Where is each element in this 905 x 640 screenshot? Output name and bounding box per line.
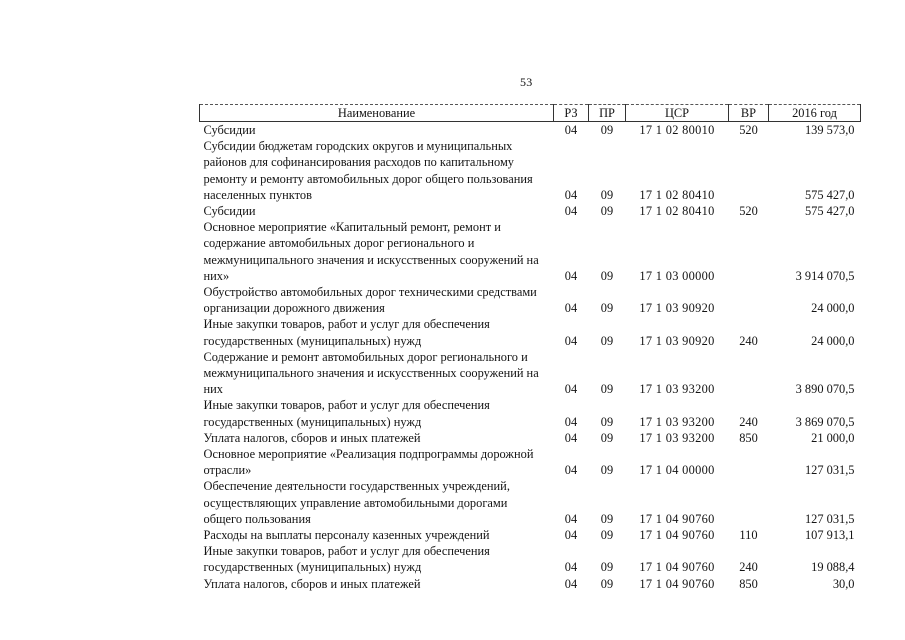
row-csr: 17 1 02 80010 (639, 123, 715, 137)
row-pr: 09 (600, 511, 614, 526)
row-sum: 127 031,5 (804, 511, 855, 526)
row-rz: 04 (564, 123, 578, 137)
table-row (200, 576, 861, 592)
row-sum: 575 427,0 (804, 187, 855, 202)
row-rz: 04 (564, 268, 578, 283)
row-pr: 09 (600, 301, 614, 316)
row-csr: 17 1 04 90760 (639, 528, 715, 543)
header-rz: РЗ (554, 105, 589, 122)
table-row (200, 527, 861, 543)
row-rz: 04 (564, 560, 578, 575)
row-csr: 17 1 03 93200 (639, 382, 715, 397)
table-body (200, 122, 861, 592)
row-csr: 17 1 03 00000 (639, 268, 715, 283)
row-name: Иные закупки товаров, работ и услуг для обеспечения государственных (муниципальных) нужд (203, 544, 490, 575)
row-sum: 3 869 070,5 (795, 414, 855, 429)
row-pr: 09 (600, 333, 614, 348)
row-sum: 30,0 (832, 576, 855, 591)
row-name: Содержание и ремонт автомобильных дорог регионального и межмуниципального значения и искусственных сооружений на них (203, 349, 539, 397)
row-csr: 17 1 04 90760 (639, 560, 715, 575)
row-name: Иные закупки товаров, работ и услуг для обеспечения государственных (муниципальных) нужд (203, 398, 490, 429)
table-header (200, 105, 861, 122)
row-name: Субсидии (203, 123, 256, 137)
row-name: Субсидии (203, 204, 256, 219)
row-csr: 17 1 03 90920 (639, 333, 715, 348)
row-sum: 24 000,0 (811, 301, 855, 316)
row-csr: 17 1 02 80410 (639, 204, 715, 219)
row-rz: 04 (564, 204, 578, 219)
row-vr (729, 478, 769, 527)
row-rz: 04 (564, 414, 578, 429)
row-pr: 09 (600, 463, 614, 478)
row-sum: 21 000,0 (811, 430, 855, 445)
row-csr: 17 1 03 93200 (639, 430, 715, 445)
row-rz: 04 (564, 301, 578, 316)
table-row (200, 219, 861, 284)
header-year: 2016 год (769, 105, 861, 122)
budget-table (199, 104, 861, 592)
row-sum: 575 427,0 (804, 204, 855, 219)
row-sum: 127 031,5 (804, 463, 855, 478)
row-vr: 110 (739, 528, 758, 543)
row-name: Субсидии бюджетам городских округов и муниципальных районов для софинансирования расходов по капитальному ремонту и ремонту автомобильных дорог общего пользования населенных пунктов (203, 139, 533, 202)
row-vr (729, 349, 769, 398)
table-row (200, 543, 861, 575)
row-vr: 850 (739, 430, 758, 445)
row-pr: 09 (600, 414, 614, 429)
table-row (200, 349, 861, 398)
row-name: Уплата налогов, сборов и иных платежей (203, 576, 421, 591)
row-name: Иные закупки товаров, работ и услуг для обеспечения государственных (муниципальных) нужд (203, 317, 490, 348)
row-rz: 04 (564, 576, 578, 591)
row-rz: 04 (564, 528, 578, 543)
row-vr (729, 446, 769, 478)
table-row (200, 446, 861, 478)
row-sum: 3 890 070,5 (795, 382, 855, 397)
row-csr: 17 1 04 90760 (639, 576, 715, 591)
row-pr: 09 (600, 382, 614, 397)
table-row (200, 397, 861, 429)
table-row (200, 316, 861, 348)
row-sum: 19 088,4 (811, 560, 855, 575)
table-row (200, 284, 861, 316)
row-rz: 04 (564, 430, 578, 445)
row-vr: 240 (739, 333, 758, 348)
row-sum: 107 913,1 (804, 528, 855, 543)
row-pr: 09 (600, 204, 614, 219)
row-vr: 520 (739, 204, 758, 219)
header-name: Наименование (200, 105, 554, 122)
row-vr: 240 (739, 560, 758, 575)
table-row (200, 122, 861, 139)
row-rz: 04 (564, 333, 578, 348)
row-csr: 17 1 03 93200 (639, 414, 715, 429)
page-number: 53 (520, 75, 533, 89)
row-name: Уплата налогов, сборов и иных платежей (203, 430, 421, 445)
row-csr: 17 1 03 90920 (639, 301, 715, 316)
table-row (200, 478, 861, 527)
row-pr: 09 (600, 576, 614, 591)
row-rz: 04 (564, 511, 578, 526)
row-pr: 09 (600, 528, 614, 543)
row-rz: 04 (564, 187, 578, 202)
row-vr (729, 219, 769, 284)
row-pr: 09 (600, 560, 614, 575)
row-name: Расходы на выплаты персоналу казенных учреждений (203, 528, 490, 543)
table-row (200, 203, 861, 219)
table-row (200, 138, 861, 203)
header-vr: ВР (729, 105, 769, 122)
row-rz: 04 (564, 463, 578, 478)
row-pr: 09 (600, 268, 614, 283)
row-csr: 17 1 04 00000 (639, 463, 715, 478)
row-sum: 3 914 070,5 (795, 268, 855, 283)
row-vr (729, 138, 769, 203)
row-csr: 17 1 04 90760 (639, 511, 715, 526)
row-csr: 17 1 02 80410 (639, 187, 715, 202)
row-vr: 520 (739, 123, 758, 137)
row-pr: 09 (600, 123, 614, 137)
row-name: Основное мероприятие «Капитальный ремонт, ремонт и содержание автомобильных дорог регионального и межмуниципального значения и искусственных сооружений на них» (203, 220, 539, 283)
row-rz: 04 (564, 382, 578, 397)
row-vr: 850 (739, 576, 758, 591)
row-name: Обустройство автомобильных дорог техническими средствами организации дорожного движения (203, 285, 537, 316)
table-row (200, 430, 861, 446)
header-pr: ПР (589, 105, 626, 122)
row-vr (729, 284, 769, 316)
row-vr: 240 (739, 414, 758, 429)
header-csr: ЦСР (626, 105, 729, 122)
row-sum: 139 573,0 (804, 123, 855, 137)
row-pr: 09 (600, 430, 614, 445)
row-name: Основное мероприятие «Реализация подпрограммы дорожной отрасли» (203, 447, 534, 478)
row-name: Обеспечение деятельности государственных учреждений, осуществляющих управление автомобильными дорогами общего пользования (203, 479, 510, 526)
row-sum: 24 000,0 (811, 333, 855, 348)
row-pr: 09 (600, 187, 614, 202)
